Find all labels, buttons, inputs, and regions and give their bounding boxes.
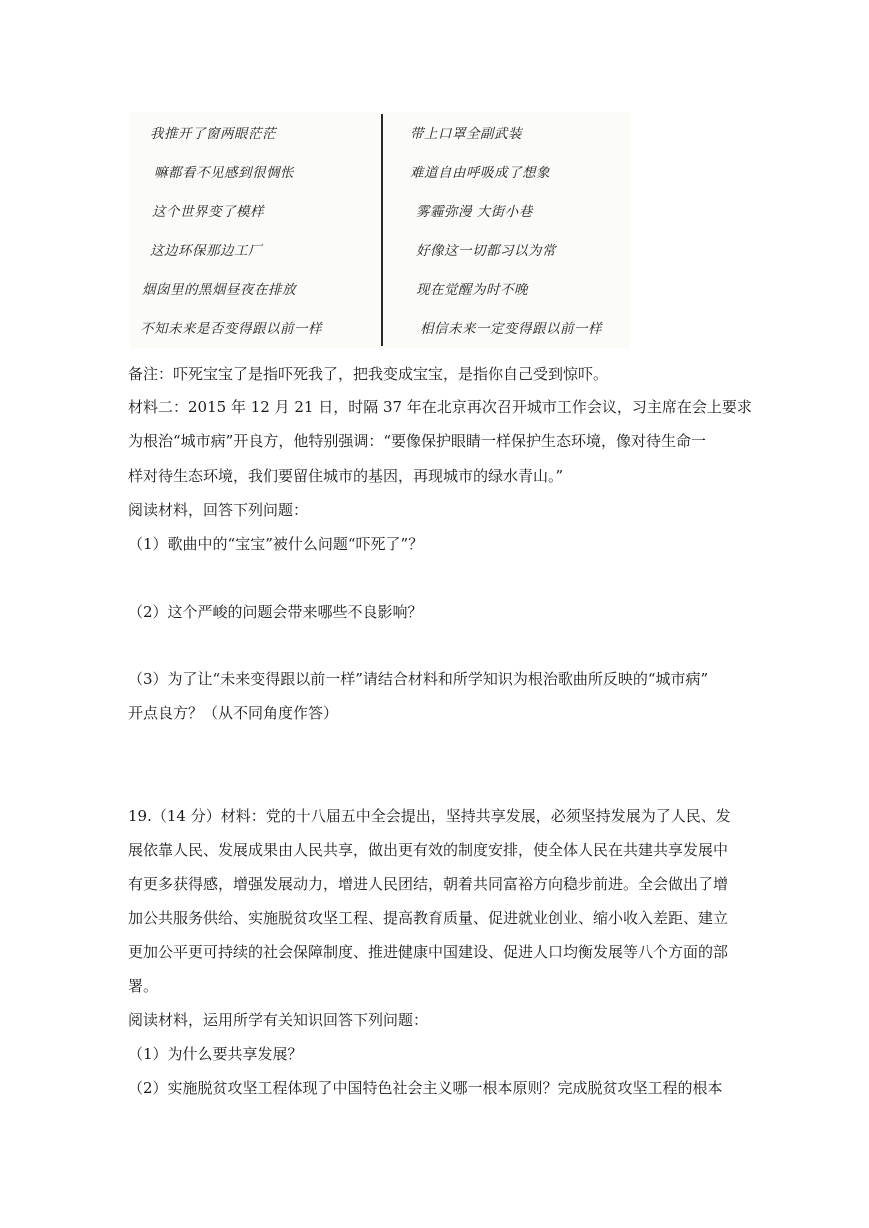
lyric-left-1: 我推开了窗两眼茫茫	[150, 126, 276, 142]
lyric-right-2: 难道自由呼吸成了想象	[410, 165, 550, 181]
q19-line-4: 加公共服务供给、实施脱贫攻坚工程、提高教育质量、促进就业创业、缩小收入差距、建立	[128, 909, 729, 927]
material-two-line-2: 为根治“城市病”开良方，他特别强调：“要像保护眼睛一样保护生态环境，像对待生命一	[128, 432, 707, 450]
lyric-left-6: 不知未来是否变得跟以前一样	[140, 321, 322, 337]
lyrics-divider	[381, 114, 383, 346]
question-3-line-1: （3）为了让“未来变得跟以前一样”请结合材料和所学知识为根治歌曲所反映的“城市病”	[128, 670, 709, 688]
q19-line-6: 署。	[128, 977, 159, 995]
lyric-left-4: 这边环保那边工厂	[150, 243, 262, 259]
lyric-left-2: 嘛都看不见感到很惆怅	[154, 165, 294, 181]
material-two-line-3: 样对待生态环境，我们要留住城市的基因，再现城市的绿水青山。”	[128, 467, 564, 485]
q19-line-2: 展依靠人民、发展成果由人民共享，做出更有效的制度安排，使全体人民在共建共享发展中	[128, 841, 729, 859]
q19-question-2: （2）实施脱贫攻坚工程体现了中国特色社会主义哪一根本原则？完成脱贫攻坚工程的根本	[128, 1079, 723, 1097]
q19-line-1: 19.（14 分）材料：党的十八届五中全会提出，坚持共享发展，必须坚持发展为了人民、发	[128, 807, 731, 825]
material-two-line-1: 材料二：2015 年 12 月 21 日，时隔 37 年在北京再次召开城市工作会议，习主席在会上要求	[128, 398, 752, 416]
lyric-right-6: 相信未来一定变得跟以前一样	[420, 321, 602, 337]
lyric-right-5: 现在觉醒为时不晚	[416, 282, 528, 298]
lyric-right-4: 好像这一切都习以为常	[416, 243, 556, 259]
q19-question-1: （1）为什么要共享发展？	[128, 1045, 303, 1063]
note-line: 备注：吓死宝宝了是指吓死我了，把我变成宝宝，是指你自己受到惊吓。	[128, 365, 609, 383]
question-3-line-2: 开点良方？（从不同角度作答）	[128, 704, 339, 722]
read-instruction: 阅读材料，回答下列问题：	[128, 501, 309, 519]
q19-line-5: 更加公平更可持续的社会保障制度、推进健康中国建设、促进人口均衡发展等八个方面的部	[128, 943, 729, 961]
question-1: （1）歌曲中的“宝宝”被什么问题“吓死了”？	[128, 535, 424, 553]
lyric-right-3: 雾霾弥漫 大街小巷	[416, 204, 533, 220]
q19-line-3: 有更多获得感，增强发展动力，增进人民团结，朝着共同富裕方向稳步前进。全会做出了增	[128, 875, 729, 893]
question-2: （2）这个严峻的问题会带来哪些不良影响？	[128, 603, 423, 621]
q19-read-instruction: 阅读材料，运用所学有关知识回答下列问题：	[128, 1011, 429, 1029]
lyric-left-5: 烟囱里的黑烟昼夜在排放	[142, 282, 296, 298]
lyric-right-1: 带上口罩全副武装	[410, 126, 522, 142]
lyrics-image	[130, 112, 630, 348]
lyric-left-3: 这个世界变了模样	[152, 204, 264, 220]
